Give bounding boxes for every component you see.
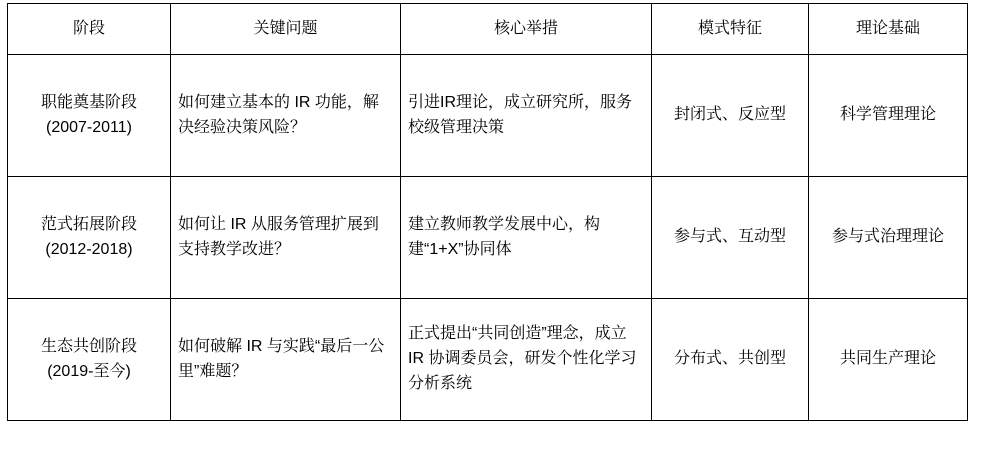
document-page bbox=[0, 3, 985, 466]
stage-cell bbox=[8, 299, 171, 421]
measure-cell: 正式提出“共同创造”理念，成立 IR 协调委员会，研发个性化学习分析系统 bbox=[401, 299, 652, 421]
stage-years: (2007-2011) bbox=[46, 118, 132, 136]
question-cell: 如何让 IR 从服务管理扩展到支持教学改进？ bbox=[171, 177, 401, 299]
stage-name: 职能奠基阶段 bbox=[40, 93, 137, 111]
column-header-theory: 理论基础 bbox=[809, 4, 968, 55]
question-cell: 如何破解 IR 与实践“最后一公里”难题？ bbox=[171, 299, 401, 421]
table-row bbox=[8, 177, 968, 299]
stage-cell bbox=[8, 177, 171, 299]
stage-name: 范式拓展阶段 bbox=[40, 215, 137, 233]
table-header-row bbox=[8, 4, 968, 55]
column-header-stage: 阶段 bbox=[8, 4, 171, 55]
table-header bbox=[8, 4, 968, 55]
column-header-question: 关键问题 bbox=[171, 4, 401, 55]
stage-evolution-table bbox=[7, 3, 968, 421]
column-header-measure: 核心举措 bbox=[401, 4, 652, 55]
column-header-feature: 模式特征 bbox=[652, 4, 809, 55]
stage-cell bbox=[8, 55, 171, 177]
table-row bbox=[8, 55, 968, 177]
measure-cell: 引进IR理论，成立研究所，服务校级管理决策 bbox=[401, 55, 652, 177]
feature-cell: 分布式、共创型 bbox=[652, 299, 809, 421]
theory-cell: 共同生产理论 bbox=[809, 299, 968, 421]
stage-name: 生态共创阶段 bbox=[40, 337, 137, 355]
stage-years: (2019-至今) bbox=[47, 362, 131, 380]
theory-cell: 科学管理理论 bbox=[809, 55, 968, 177]
feature-cell: 封闭式、反应型 bbox=[652, 55, 809, 177]
table-row bbox=[8, 299, 968, 421]
feature-cell: 参与式、互动型 bbox=[652, 177, 809, 299]
table-body bbox=[8, 55, 968, 421]
measure-cell: 建立教师教学发展中心，构建“1+X”协同体 bbox=[401, 177, 652, 299]
stage-years: (2012-2018) bbox=[45, 240, 133, 258]
question-cell: 如何建立基本的 IR 功能，解决经验决策风险？ bbox=[171, 55, 401, 177]
theory-cell: 参与式治理理论 bbox=[809, 177, 968, 299]
